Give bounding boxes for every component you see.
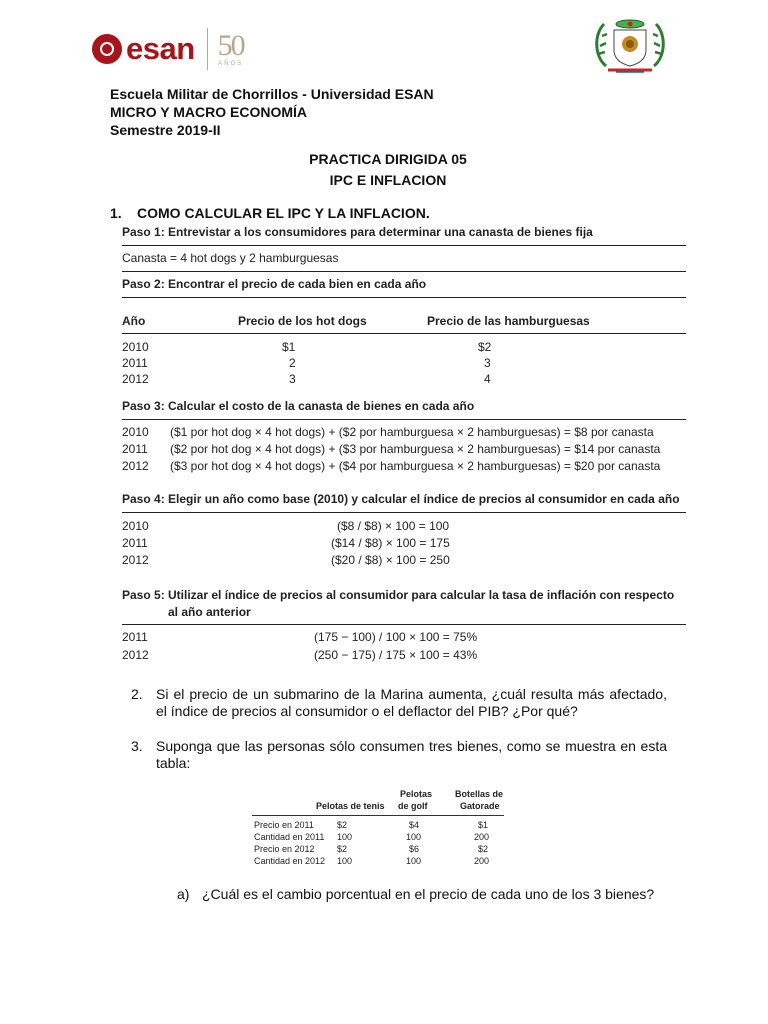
cost-row-year: 2010 [122, 425, 149, 439]
goods-row-golf: 100 [406, 832, 422, 842]
goods-row-label: Cantidad en 2011 [254, 832, 325, 842]
question-2-number: 2. [131, 686, 143, 702]
price-header-burgers: Precio de las hamburguesas [427, 314, 590, 328]
rule [122, 624, 686, 625]
price-header-hotdogs: Precio de los hot dogs [238, 314, 367, 328]
header-golf-line1: Pelotas [400, 789, 433, 799]
cost-row-year: 2011 [122, 442, 148, 456]
question-3-number: 3. [131, 738, 143, 754]
cpi-row-formula: ($20 / $8) × 100 = 250 [331, 553, 450, 567]
institution-line: Escuela Militar de Chorrillos - Universidad ESAN [110, 86, 434, 102]
goods-row-golf: $6 [409, 844, 420, 854]
inflation-row-formula: (175 − 100) / 100 × 100 = 75% [314, 630, 478, 644]
cpi-row-year: 2010 [122, 519, 149, 533]
step-2-heading: Paso 2: Encontrar el precio de cada bien en cada año [122, 277, 427, 291]
goods-row-golf: 100 [406, 856, 422, 866]
goods-row-tennis: $2 [337, 844, 348, 854]
goods-row-gatorade: 200 [474, 856, 490, 866]
cost-row-formula: ($3 por hot dog × 4 hot dogs) + ($4 por hamburguesa × 2 hamburguesas) = $20 por canasta [170, 459, 661, 473]
inflation-row-year: 2011 [122, 630, 148, 644]
step-5-heading-cont: al año anterior [168, 605, 251, 619]
step-4-heading: Paso 4: Elegir un año como base (2010) y calcular el índice de precios al consumidor en cada año [122, 492, 680, 506]
header-golf-line2: de golf [398, 801, 428, 811]
price-header-year: Año [122, 314, 146, 328]
goods-row-tennis: 100 [337, 856, 353, 866]
goods-row-tennis: $2 [337, 820, 348, 830]
cpi-row-formula: ($14 / $8) × 100 = 175 [331, 536, 450, 550]
basket-text: Canasta = 4 hot dogs y 2 hamburguesas [122, 251, 339, 265]
inflation-row-year: 2012 [122, 648, 149, 662]
anniversary-mark [218, 31, 244, 67]
goods-row-label: Precio en 2011 [254, 820, 314, 830]
anniversary-word: AÑOS [218, 61, 244, 67]
question-3a-letter: a) [177, 886, 190, 902]
step-5-heading: Paso 5: Utilizar el índice de precios al consumidor para calcular la tasa de inflación con respecto [122, 588, 675, 602]
rule [122, 245, 686, 246]
rule [122, 333, 686, 334]
price-row-hotdog: $1 [282, 340, 296, 354]
rule [252, 815, 504, 816]
question-1-text: COMO CALCULAR EL IPC Y LA INFLACION. [137, 205, 430, 221]
price-row-hotdog: 3 [289, 372, 296, 386]
peru-coat-of-arms-icon [592, 16, 668, 74]
question-3a-text: ¿Cuál es el cambio porcentual en el precio de cada uno de los 3 bienes? [202, 886, 655, 902]
semester-line: Semestre 2019-II [110, 122, 221, 138]
course-header [110, 85, 434, 139]
question-2-text: Si el precio de un submarino de la Marina aumenta, ¿cuál resulta más afectado, el índice de precios al consumidor o el deflactor del PIB? ¿Por qué? [156, 686, 667, 719]
goods-row-gatorade: $2 [478, 844, 489, 854]
logo-divider [207, 28, 208, 70]
esan-logo [92, 26, 244, 72]
rule [122, 512, 686, 513]
header-gatorade-line2: Gatorade [460, 801, 500, 811]
step-1-heading: Paso 1: Entrevistar a los consumidores para determinar una canasta de bienes fija [122, 225, 593, 239]
rule [122, 271, 686, 272]
cpi-row-year: 2012 [122, 553, 149, 567]
anniversary-number: 50 [217, 29, 244, 62]
inflation-row-formula: (250 − 175) / 175 × 100 = 43% [314, 648, 478, 662]
cost-row-year: 2012 [122, 459, 149, 473]
course-line: MICRO Y MACRO ECONOMÍA [110, 104, 308, 120]
goods-row-tennis: 100 [337, 832, 353, 842]
esan-seal-icon [92, 34, 122, 64]
goods-row-gatorade: 200 [474, 832, 490, 842]
price-row-burger: 4 [484, 372, 491, 386]
goods-row-label: Precio en 2012 [254, 844, 315, 854]
header-gatorade-line1: Botellas de [455, 789, 504, 799]
step-3-heading: Paso 3: Calcular el costo de la canasta de bienes en cada año [122, 399, 475, 413]
price-row-hotdog: 2 [289, 356, 296, 370]
rule [122, 419, 686, 420]
goods-row-gatorade: $1 [478, 820, 489, 830]
goods-row-label: Cantidad en 2012 [254, 856, 326, 866]
question-3 [131, 738, 667, 772]
price-row-year: 2010 [122, 340, 149, 354]
question-2 [131, 686, 667, 720]
price-row-burger: $2 [478, 340, 492, 354]
rule [122, 297, 686, 298]
goods-row-golf: $4 [409, 820, 420, 830]
question-1-number: 1. [110, 205, 122, 221]
cpi-row-formula: ($8 / $8) × 100 = 100 [337, 519, 450, 533]
question-3-text: Suponga que las personas sólo consumen tres bienes, como se muestra en esta tabla: [156, 738, 667, 771]
esan-wordmark: esan [126, 31, 195, 66]
practice-subtitle: IPC E INFLACION [329, 172, 447, 188]
cost-row-formula: ($1 por hot dog × 4 hot dogs) + ($2 por hamburguesa × 2 hamburguesas) = $8 por canasta [170, 425, 654, 439]
header-tennis: Pelotas de tenis [316, 801, 385, 811]
price-row-year: 2012 [122, 372, 149, 386]
question-1 [110, 205, 430, 221]
practice-title: PRACTICA DIRIGIDA 05 [309, 151, 467, 167]
price-row-year: 2011 [122, 356, 148, 370]
cost-row-formula: ($2 por hot dog × 4 hot dogs) + ($3 por hamburguesa × 2 hamburguesas) = $14 por canasta [170, 442, 661, 456]
price-row-burger: 3 [484, 356, 491, 370]
question-3a [177, 886, 667, 903]
cpi-row-year: 2011 [122, 536, 148, 550]
